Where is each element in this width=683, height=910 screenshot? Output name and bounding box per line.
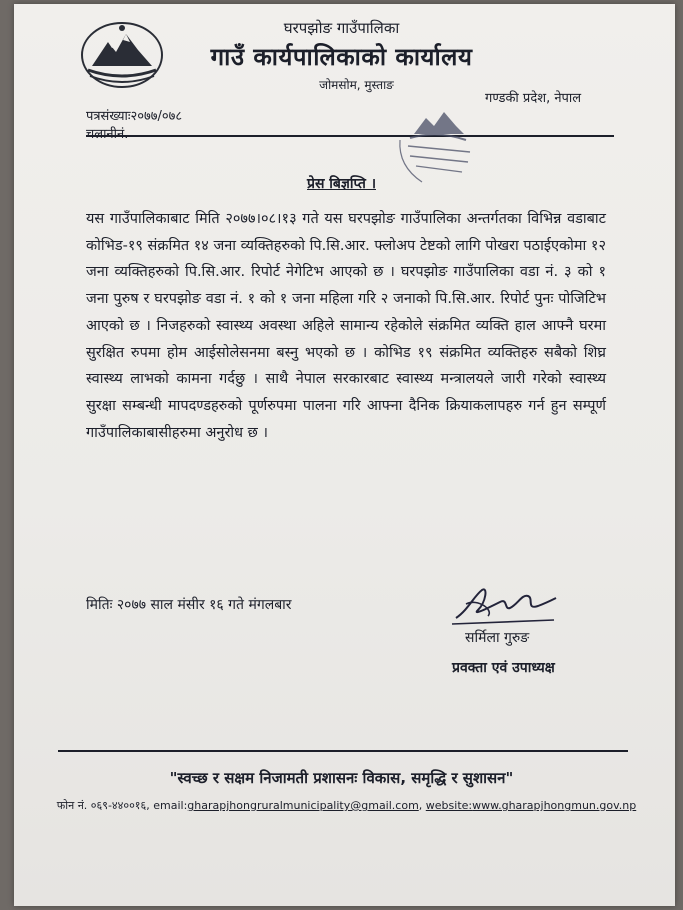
header-divider: [86, 135, 614, 137]
website-label: website:: [425, 799, 473, 812]
office-location: जोमसोम, मुस्ताङ: [319, 78, 394, 92]
dispatch-number: चलानीनं.: [86, 127, 129, 142]
municipality-name: घरपझोङ गाउँपालिका: [283, 19, 400, 37]
footer-divider: [58, 750, 628, 752]
office-title: गाउँ कार्यपालिकाको कार्यालय: [210, 43, 473, 71]
email-label: email:: [153, 799, 188, 812]
notice-title: प्रेस बिज्ञप्ति ।: [307, 176, 376, 192]
province-name: गण्डकी प्रदेश, नेपाल: [485, 91, 582, 106]
notice-date: मितिः २०७७ साल मंसीर १६ गते मंगलबार: [86, 597, 292, 613]
email-link[interactable]: gharapjhongruralmunicipality@gmail.com: [187, 799, 419, 812]
footer-contact: फोन नं. ०६९-४४००१६, email:gharapjhongruralmunicipality@gmail.com, website:www.gharapjhongmun.gov.np: [56, 799, 637, 812]
notice-body: यस गाउँपालिकाबाट मिति २०७७।०८।१३ गते यस घरपझोङ गाउँपालिका अन्तर्गतका विभिन्न वडाबाट कोभिड-१९ संक्रमित १४ जना व्यक्तिहरुको पि.सि.आर. फ्लोअप टेष्टको लागि पोखरा पठाईएकोमा १२ जना व्यक्तिहरुको पि.सि.आर. रिपोर्ट नेगेटिभ आएको छ । घरपझोङ गाउँपालिका वडा नं. ३ को १ जना पुरुष र घरपझोङ वडा नं. १ को १ जना महिला गरि २ जनाको पि.सि.आर. रिपोर्ट पुनः पोजिटिभ आएको छ । निजहरुको स्वास्थ्य अवस्था अहिले सामान्य रहेकोले संक्रमित व्यक्ति हाल आफ्नै घरमा सुरक्षित रुपमा होम आईसोलेसनमा बस्नु भएको छ । कोभिड १९ संक्रमित व्यक्तिहरु सबैको शिघ्र स्वास्थ्य लाभको कामना गर्दछु । साथै नेपाल सरकारबाट स्वास्थ्य मन्त्रालयले जारी गरेको स्वास्थ्य सुरक्षा सम्बन्धी मापदण्डहरुको पूर्णरुपमा पालना गरि आफ्ना दैनिक क्रियाकलापहरु गर्न हुन सम्पूर्ण गाउँपालिकाबासीहरुमा अनुरोध छ ।: [86, 211, 606, 441]
phone-number: फोन नं. ०६९-४४००१६,: [56, 799, 150, 812]
footer-slogan: "स्वच्छ र सक्षम निजामती प्रशासनः विकास, समृद्धि र सुशासन": [169, 769, 514, 787]
website-link[interactable]: www.gharapjhongmun.gov.np: [472, 799, 637, 812]
signatory-designation: प्रवक्ता एवं उपाध्यक्ष: [452, 660, 555, 676]
signatory-name: सर्मिला गुरुङ: [465, 630, 530, 646]
handwritten-signature-icon: [448, 580, 560, 630]
reference-number: पत्रसंख्याः२०७७/०७८: [86, 109, 183, 124]
